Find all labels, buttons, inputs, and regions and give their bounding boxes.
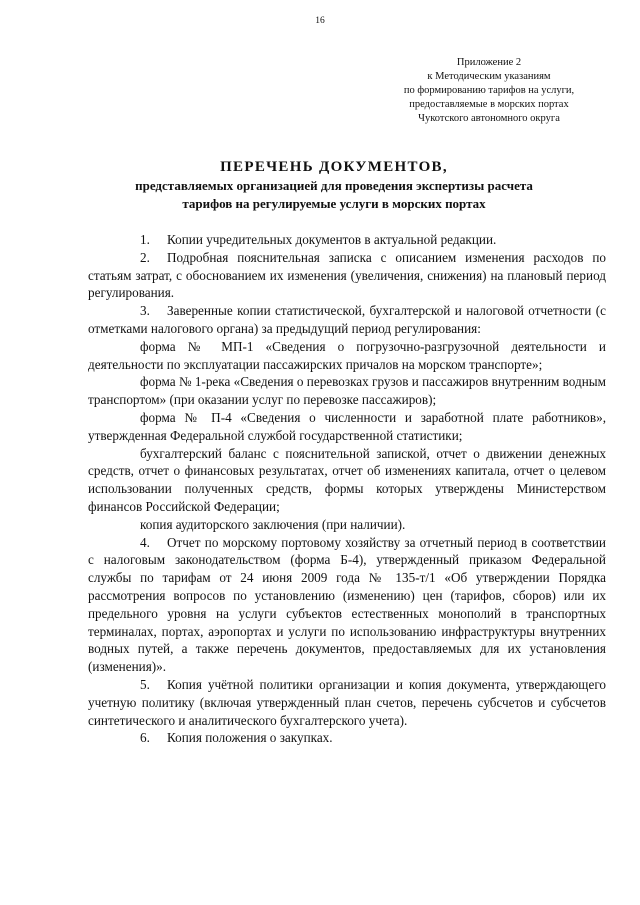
item-text: форма № МП-1 «Сведения о погрузочно-разгрузочной деятельности и деятельности по эксплуатации пассажирских причалов на морском транспорте»;	[88, 338, 606, 372]
item-number: 6.	[140, 730, 150, 746]
item-text: Копия положения о закупках.	[167, 730, 333, 746]
item-number: 2.	[140, 249, 150, 265]
item-number: 1.	[140, 232, 150, 247]
appendix-line: по формированию тарифов на услуги,	[403, 85, 575, 96]
list-subitem	[88, 516, 606, 534]
item-text: бухгалтерский баланс с пояснительной запиской, отчет о движении денежных средств, отчет о финансовых результатах, отчет об изменениях капитала, отчет о целевом использовании полученных средств, формы которых утверждены Министерством финансов Российской Федерации;	[88, 445, 606, 514]
list-subitem	[88, 409, 606, 445]
item-text: форма № П-4 «Сведения о численности и заработной плате работников», утвержденная Федеральной службой государственной статистики;	[88, 409, 606, 443]
item-text: Заверенные копии статистической, бухгалтерской и налоговой отчетности (с отметками налогового органа) за предыдущий период регулирования:	[88, 303, 606, 336]
title-heading: ПЕРЕЧЕНЬ ДОКУМЕНТОВ,	[220, 159, 448, 175]
list-item	[88, 231, 606, 249]
item-text: Отчет по морскому портовому хозяйству за отчетный период в соответствии с налоговым законодательством (форма Б-4), утвержденный приказом Федеральной службы по тарифам от 24 июня 2009 года № 135-т/1 «Об утверждении Порядка рассмотрения вопросов по установлению (изменению) цен (тарифов, сборов) или их предельного уровня на услуги субъектов естественных монополий в транспортных терминалах, портах, аэропортах и услуги по использованию инфраструктуры внутренних водных путей, а также перечень документов, предоставляемых для их установления (изменения)».	[88, 534, 606, 675]
page-number: 16	[315, 16, 325, 26]
list-item	[88, 249, 606, 302]
list-subitem	[88, 373, 606, 409]
item-number: 4.	[140, 534, 150, 550]
item-text: Копии учредительных документов в актуальной редакции.	[167, 232, 497, 247]
appendix-line: Чукотского автономного округа	[418, 113, 560, 124]
list-item	[88, 534, 606, 676]
item-number: 5.	[140, 676, 150, 692]
title-subtitle-line-1: представляемых организацией для проведения экспертизы расчета	[135, 178, 533, 193]
appendix-block	[370, 56, 608, 126]
document-title	[60, 158, 608, 213]
item-text: форма № 1-река «Сведения о перевозках грузов и пассажиров внутренним водным транспортом» (при оказании услуг по перевозке пассажиров);	[88, 374, 606, 408]
appendix-line: Приложение 2	[456, 57, 522, 68]
appendix-line: к Методическим указаниям	[427, 71, 551, 82]
item-number: 3.	[140, 303, 150, 319]
list-item	[88, 676, 606, 729]
list-item	[88, 729, 606, 747]
list-subitem	[88, 445, 606, 516]
appendix-line: предоставляемые в морских портах	[409, 99, 569, 110]
list-item	[88, 302, 606, 338]
item-text: Копия учётной политики организации и копия документа, утверждающего учетную политику (включая утвержденный план счетов, перечень субсчетов и субсчетов синтетического и аналитического бухгалтерского учета).	[88, 676, 606, 728]
item-text: Подробная пояснительная записка с описанием изменения расходов по статьям затрат, с обоснованием их изменения (увеличения, снижения) на плановый период регулирования.	[88, 249, 606, 301]
list-subitem	[88, 338, 606, 374]
title-subtitle-line-2: тарифов на регулируемые услуги в морских портах	[182, 196, 486, 211]
item-text: копия аудиторского заключения (при наличии).	[140, 516, 406, 532]
document-body	[88, 231, 606, 747]
